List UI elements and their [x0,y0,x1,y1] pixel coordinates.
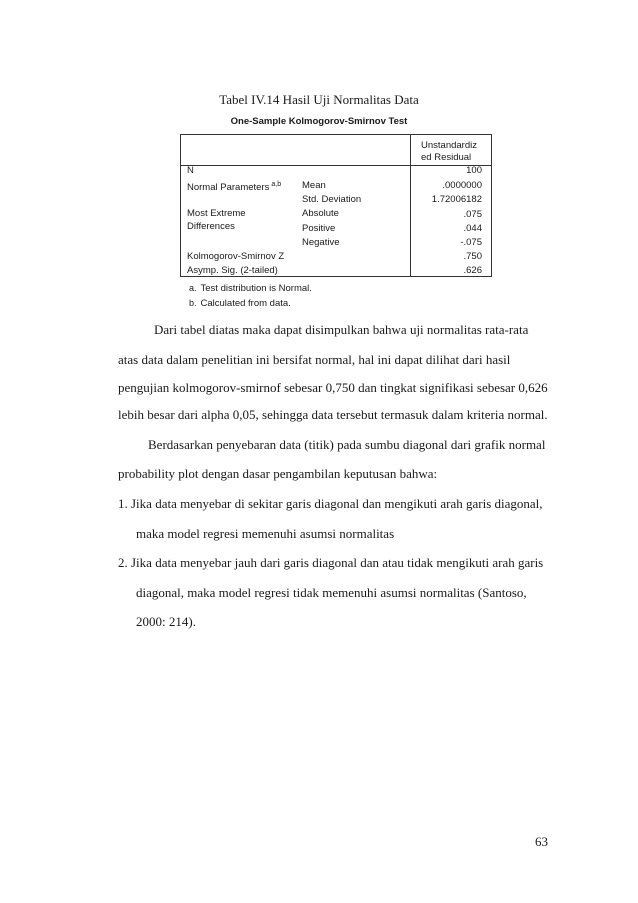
row-sub-mean: Mean [302,180,326,191]
body-line: probability plot dengan dasar pengambilan keputusan bahwa: [118,466,438,481]
column-divider [410,135,411,276]
row-value-ks-z: .750 [463,251,482,262]
body-line: 2. Jika data menyebar jauh dari garis diagonal dan atau tidak mengikuti arah garis [118,555,544,570]
column-header-line2: ed Residual [421,152,472,163]
row-value-mean: .0000000 [442,180,482,191]
body-line: 2000: 214). [136,614,196,629]
column-header-line1: Unstandardiz [421,140,477,151]
row-label-n: N [187,165,194,176]
ks-test-table [180,134,492,277]
row-label-ks-z: Kolmogorov-Smirnov Z [187,251,285,262]
row-sub-positive: Positive [302,223,336,234]
row-value-negative: -.075 [460,237,482,248]
row-value-n: 100 [466,165,482,176]
row-sub-std-deviation: Std. Deviation [302,194,362,205]
table-footnote-a: a. Test distribution is Normal. [189,283,312,294]
body-line: diagonal, maka model regresi tidak memenuhi asumsi normalitas (Santoso, [136,585,527,600]
body-line: Berdasarkan penyebaran data (titik) pada sumbu diagonal dari grafik normal [148,437,546,452]
footnote-superscript: a,b [271,181,282,188]
row-label-most-extreme: Most Extreme [187,208,246,219]
row-sub-negative: Negative [302,237,340,248]
body-line: 1. Jika data menyebar di sekitar garis diagonal dan mengikuti arah garis diagonal, [118,496,543,511]
body-line: pengujian kolmogorov-smirnof sebesar 0,750 dan tingkat signifikasi sebesar 0,626 [118,380,548,395]
row-label-normal-parameters: Normal Parameters $^{a,b}$ [187,181,282,194]
table-title: Tabel IV.14 Hasil Uji Normalitas Data [219,92,419,107]
body-line: Dari tabel diatas maka dapat disimpulkan bahwa uji normalitas rata-rata [154,322,529,337]
row-sub-absolute: Absolute [302,208,339,219]
page-number: 63 [535,834,548,849]
row-label-differences: Differences [187,221,235,232]
body-line: maka model regresi memenuhi asumsi normalitas [136,526,395,541]
row-value-asymp-sig: .626 [463,265,482,276]
body-line: atas data dalam penelitian ini bersifat normal, hal ini dapat dilihat dari hasil [118,352,511,367]
header-divider [181,165,491,166]
body-line: lebih besar dari alpha 0,05, sehingga data tersebut termasuk dalam kriteria normal. [118,407,548,422]
row-value-std-deviation: 1.72006182 [431,194,482,205]
row-value-absolute: .075 [463,209,482,220]
table-footnote-b: b. Calculated from data. [189,298,291,309]
table-subtitle: One-Sample Kolmogorov-Smirnov Test [230,116,408,127]
row-label-asymp-sig: Asymp. Sig. (2-tailed) [187,265,278,276]
row-value-positive: .044 [463,223,482,234]
